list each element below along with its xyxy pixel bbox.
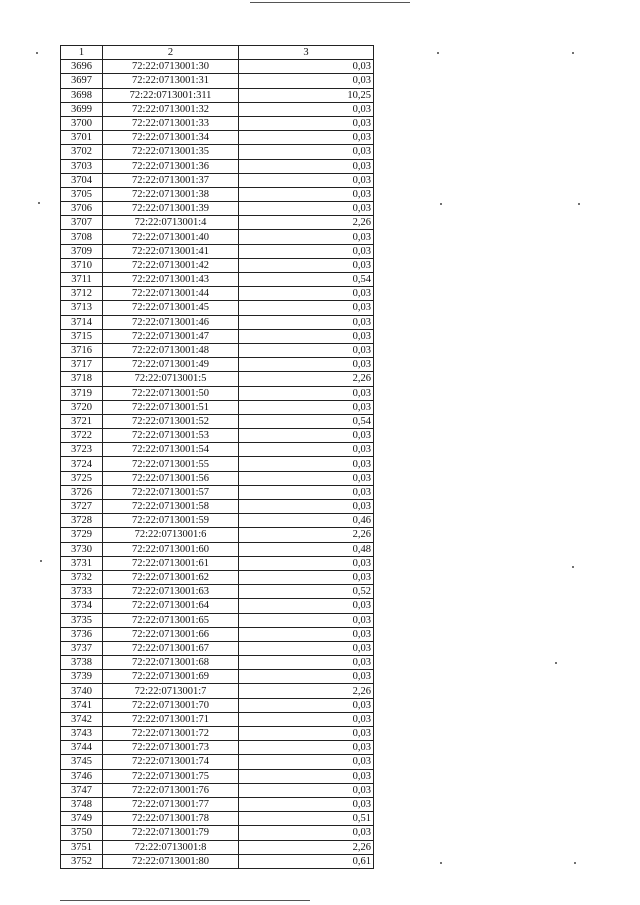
table-row [61,826,374,840]
row-number: 3718 [61,372,103,386]
cadastral-number: 72:22:0713001:78 [103,812,239,826]
row-number: 3701 [61,131,103,145]
cadastral-number: 72:22:0713001:69 [103,670,239,684]
row-value: 10,25 [239,88,374,102]
row-number: 3700 [61,116,103,130]
row-value: 0,03 [239,741,374,755]
row-number: 3716 [61,343,103,357]
row-number: 3740 [61,684,103,698]
row-number: 3697 [61,74,103,88]
cadastral-number: 72:22:0713001:48 [103,343,239,357]
row-value: 0,03 [239,343,374,357]
row-value: 0,03 [239,698,374,712]
table-row [61,74,374,88]
row-number: 3710 [61,258,103,272]
cadastral-number: 72:22:0713001:51 [103,400,239,414]
row-value: 0,03 [239,755,374,769]
table-row [61,783,374,797]
row-number: 3708 [61,230,103,244]
table-row [61,159,374,173]
cadastral-number: 72:22:0713001:35 [103,145,239,159]
table-row [61,812,374,826]
row-value: 0,03 [239,258,374,272]
table-row [61,202,374,216]
row-value: 0,54 [239,273,374,287]
table-row [61,712,374,726]
row-value: 0,51 [239,812,374,826]
row-number: 3714 [61,315,103,329]
cadastral-number: 72:22:0713001:56 [103,471,239,485]
row-number: 3750 [61,826,103,840]
scan-speck [440,862,442,864]
row-value: 0,03 [239,315,374,329]
row-value: 0,03 [239,159,374,173]
row-value: 0,03 [239,287,374,301]
row-value: 2,26 [239,840,374,854]
cadastral-number: 72:22:0713001:46 [103,315,239,329]
row-value: 0,03 [239,727,374,741]
row-number: 3749 [61,812,103,826]
row-number: 3729 [61,528,103,542]
cadastral-number: 72:22:0713001:42 [103,258,239,272]
table-row [61,641,374,655]
row-value: 0,03 [239,712,374,726]
cadastral-number: 72:22:0713001:80 [103,854,239,868]
table-row [61,514,374,528]
row-number: 3721 [61,414,103,428]
cadastral-number: 72:22:0713001:5 [103,372,239,386]
row-number: 3715 [61,329,103,343]
cadastral-number: 72:22:0713001:54 [103,443,239,457]
cadastral-number: 72:22:0713001:4 [103,216,239,230]
row-value: 0,03 [239,301,374,315]
table-row [61,131,374,145]
row-number: 3712 [61,287,103,301]
cadastral-number: 72:22:0713001:64 [103,599,239,613]
row-value: 0,03 [239,471,374,485]
scan-speck [578,203,580,205]
table-row [61,358,374,372]
row-value: 2,26 [239,528,374,542]
table-row [61,258,374,272]
scan-speck [40,560,42,562]
row-value: 0,03 [239,485,374,499]
row-number: 3706 [61,202,103,216]
scan-speck [574,862,576,864]
cadastral-number: 72:22:0713001:72 [103,727,239,741]
row-number: 3698 [61,88,103,102]
cadastral-number: 72:22:0713001:36 [103,159,239,173]
table-row [61,684,374,698]
table-row [61,88,374,102]
row-number: 3746 [61,769,103,783]
table-row [61,840,374,854]
row-value: 2,26 [239,372,374,386]
cadastral-number: 72:22:0713001:32 [103,102,239,116]
row-number: 3741 [61,698,103,712]
table-row [61,613,374,627]
cadastral-number: 72:22:0713001:77 [103,797,239,811]
row-value: 0,03 [239,656,374,670]
row-value: 0,03 [239,329,374,343]
row-value: 0,03 [239,641,374,655]
cadastral-number: 72:22:0713001:53 [103,429,239,443]
row-value: 0,03 [239,627,374,641]
cadastral-number: 72:22:0713001:44 [103,287,239,301]
cadastral-number: 72:22:0713001:55 [103,457,239,471]
row-number: 3702 [61,145,103,159]
table-row [61,386,374,400]
row-value: 0,03 [239,570,374,584]
table-row [61,216,374,230]
table-row [61,570,374,584]
cadastral-number: 72:22:0713001:79 [103,826,239,840]
row-value: 0,03 [239,556,374,570]
row-number: 3731 [61,556,103,570]
cadastral-number: 72:22:0713001:6 [103,528,239,542]
table-row [61,769,374,783]
row-value: 0,03 [239,60,374,74]
table-row [61,656,374,670]
row-number: 3735 [61,613,103,627]
table-row [61,187,374,201]
table-row [61,429,374,443]
row-value: 0,03 [239,769,374,783]
scan-bottom-rule [60,900,310,901]
table-row [61,741,374,755]
table-row [61,485,374,499]
cadastral-number: 72:22:0713001:33 [103,116,239,130]
cadastral-number: 72:22:0713001:41 [103,244,239,258]
row-number: 3734 [61,599,103,613]
table-row [61,400,374,414]
row-value: 0,46 [239,514,374,528]
table-row [61,854,374,868]
row-number: 3733 [61,585,103,599]
table-row [61,542,374,556]
row-number: 3705 [61,187,103,201]
cadastral-number: 72:22:0713001:45 [103,301,239,315]
table-row [61,670,374,684]
row-number: 3742 [61,712,103,726]
cadastral-number: 72:22:0713001:30 [103,60,239,74]
cadastral-number: 72:22:0713001:57 [103,485,239,499]
cadastral-number: 72:22:0713001:63 [103,585,239,599]
scan-speck [572,566,574,568]
cadastral-number: 72:22:0713001:37 [103,173,239,187]
table-row [61,287,374,301]
table-row [61,599,374,613]
table-row [61,273,374,287]
row-value: 0,03 [239,230,374,244]
row-value: 0,03 [239,599,374,613]
table-body [61,60,374,869]
cadastral-number: 72:22:0713001:59 [103,514,239,528]
table-row [61,173,374,187]
table-row [61,755,374,769]
row-value: 0,03 [239,187,374,201]
cadastral-number: 72:22:0713001:58 [103,500,239,514]
row-value: 0,03 [239,400,374,414]
row-value: 2,26 [239,684,374,698]
cadastral-number: 72:22:0713001:68 [103,656,239,670]
cadastral-number: 72:22:0713001:34 [103,131,239,145]
cadastral-number: 72:22:0713001:71 [103,712,239,726]
table-row [61,556,374,570]
row-number: 3743 [61,727,103,741]
row-number: 3719 [61,386,103,400]
table-row [61,727,374,741]
table-row [61,457,374,471]
scan-speck [572,52,574,54]
row-number: 3703 [61,159,103,173]
row-number: 3745 [61,755,103,769]
row-number: 3699 [61,102,103,116]
cadastral-number: 72:22:0713001:40 [103,230,239,244]
cadastral-number: 72:22:0713001:49 [103,358,239,372]
row-value: 0,61 [239,854,374,868]
cadastral-number: 72:22:0713001:50 [103,386,239,400]
row-number: 3711 [61,273,103,287]
row-number: 3747 [61,783,103,797]
cadastral-number: 72:22:0713001:73 [103,741,239,755]
row-number: 3717 [61,358,103,372]
table-row [61,244,374,258]
table-row [61,102,374,116]
row-number: 3737 [61,641,103,655]
row-value: 0,03 [239,74,374,88]
row-number: 3709 [61,244,103,258]
row-value: 0,48 [239,542,374,556]
row-value: 0,03 [239,131,374,145]
row-value: 0,03 [239,670,374,684]
table-row [61,329,374,343]
scan-speck [38,202,40,204]
table-row [61,585,374,599]
header-row [61,46,374,60]
row-number: 3704 [61,173,103,187]
table-row [61,60,374,74]
cadastral-number: 72:22:0713001:60 [103,542,239,556]
row-number: 3751 [61,840,103,854]
row-number: 3724 [61,457,103,471]
table-row [61,443,374,457]
row-number: 3730 [61,542,103,556]
row-value: 2,26 [239,216,374,230]
row-number: 3723 [61,443,103,457]
scan-top-rule [250,2,410,3]
row-value: 0,03 [239,173,374,187]
table-row [61,230,374,244]
row-number: 3748 [61,797,103,811]
row-number: 3744 [61,741,103,755]
table-row [61,471,374,485]
table-row [61,315,374,329]
scan-speck [437,52,439,54]
row-value: 0,03 [239,429,374,443]
cadastral-number: 72:22:0713001:52 [103,414,239,428]
row-number: 3722 [61,429,103,443]
row-number: 3739 [61,670,103,684]
cadastral-number: 72:22:0713001:75 [103,769,239,783]
row-number: 3707 [61,216,103,230]
cadastral-number: 72:22:0713001:47 [103,329,239,343]
row-value: 0,03 [239,457,374,471]
cadastral-number: 72:22:0713001:76 [103,783,239,797]
table-row [61,414,374,428]
row-number: 3713 [61,301,103,315]
row-value: 0,03 [239,797,374,811]
table-row [61,698,374,712]
row-value: 0,52 [239,585,374,599]
column-header-3: 3 [239,46,374,60]
row-number: 3696 [61,60,103,74]
table-row [61,528,374,542]
scan-speck [36,52,38,54]
cadastral-number: 72:22:0713001:43 [103,273,239,287]
row-value: 0,03 [239,443,374,457]
table-row [61,627,374,641]
row-number: 3738 [61,656,103,670]
cadastral-number: 72:22:0713001:311 [103,88,239,102]
scan-speck [440,203,442,205]
scan-speck [555,662,557,664]
table-row [61,797,374,811]
row-value: 0,54 [239,414,374,428]
row-value: 0,03 [239,613,374,627]
cadastral-number: 72:22:0713001:38 [103,187,239,201]
row-number: 3728 [61,514,103,528]
cadastral-number: 72:22:0713001:66 [103,627,239,641]
cadastral-number: 72:22:0713001:74 [103,755,239,769]
table-row [61,116,374,130]
cadastral-number: 72:22:0713001:67 [103,641,239,655]
cadastral-number: 72:22:0713001:70 [103,698,239,712]
row-number: 3752 [61,854,103,868]
row-number: 3727 [61,500,103,514]
cadastral-number: 72:22:0713001:39 [103,202,239,216]
row-value: 0,03 [239,500,374,514]
cadastral-number: 72:22:0713001:62 [103,570,239,584]
table-row [61,372,374,386]
row-value: 0,03 [239,102,374,116]
row-value: 0,03 [239,826,374,840]
table-row [61,301,374,315]
cadastral-number: 72:22:0713001:31 [103,74,239,88]
cadastral-number: 72:22:0713001:61 [103,556,239,570]
column-header-1: 1 [61,46,103,60]
row-value: 0,03 [239,358,374,372]
row-number: 3736 [61,627,103,641]
row-number: 3726 [61,485,103,499]
table-row [61,500,374,514]
row-value: 0,03 [239,386,374,400]
cadastral-number: 72:22:0713001:8 [103,840,239,854]
data-table [60,45,374,869]
row-number: 3732 [61,570,103,584]
row-value: 0,03 [239,145,374,159]
row-value: 0,03 [239,202,374,216]
row-number: 3720 [61,400,103,414]
row-value: 0,03 [239,783,374,797]
cadastral-number: 72:22:0713001:7 [103,684,239,698]
table-row [61,343,374,357]
column-header-2: 2 [103,46,239,60]
table-row [61,145,374,159]
cadastral-number: 72:22:0713001:65 [103,613,239,627]
row-number: 3725 [61,471,103,485]
row-value: 0,03 [239,244,374,258]
row-value: 0,03 [239,116,374,130]
